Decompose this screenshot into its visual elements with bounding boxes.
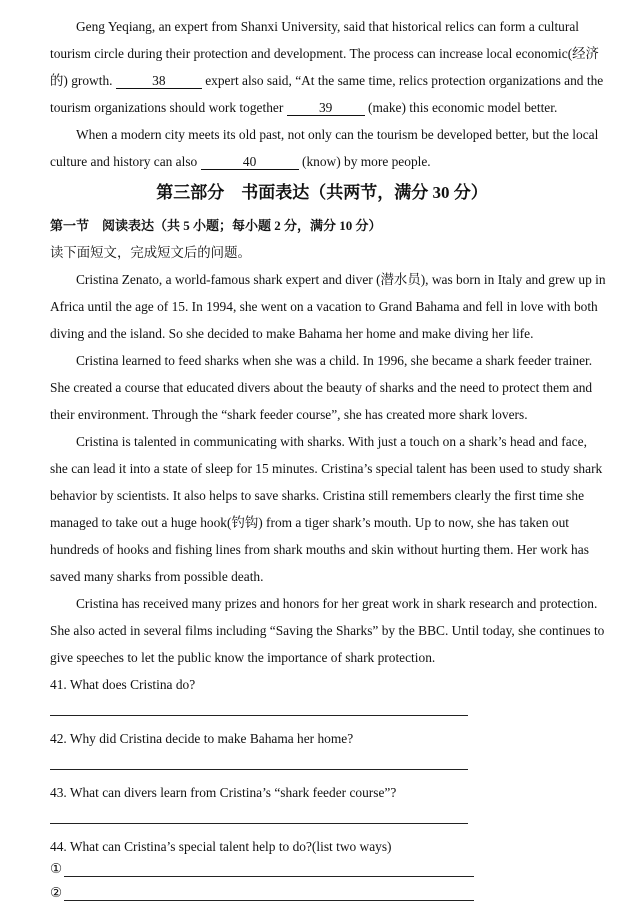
cloze-text: (know) by more people.: [301, 154, 431, 169]
part-title: 第三部分 书面表达（共两节，满分 30 分）: [156, 183, 488, 202]
passage-line: Africa until the age of 15. In 1994, she went on a vacation to Grand Bahama and fell in love with both: [50, 299, 598, 314]
section-title: 第一节 阅读表达（共 5 小题；每小题 2 分，满分 10 分）: [50, 218, 382, 233]
passage-line: Cristina is talented in communicating with sharks. With just a touch on a shark’s head and face,: [76, 434, 587, 449]
passage-line: their environment. Through the “shark feeder course”, she has created more shark lovers.: [50, 407, 528, 422]
cloze-line: [50, 100, 557, 116]
blank-38[interactable]: 38: [116, 74, 202, 89]
answer-line-43[interactable]: [50, 823, 468, 824]
blank-40[interactable]: 40: [201, 155, 299, 170]
passage-line: managed to take out a huge hook(钓钩) from a tiger shark’s mouth. Up to now, she has taken out: [50, 515, 570, 530]
cloze-text: tourism organizations should work together: [50, 100, 284, 115]
passage-line: diving and the island. So she decided to make Bahama her home and make diving her life.: [50, 326, 534, 341]
answer-line-44-1[interactable]: [64, 876, 474, 877]
passage-line: She also acted in several films including “Saving the Sharks” by the BBC. Until today, she continues to: [50, 623, 605, 638]
answer-line-42[interactable]: [50, 769, 468, 770]
passage-line: Cristina Zenato, a world-famous shark expert and diver (潜水员), was born in Italy and grew up in: [76, 272, 606, 287]
answer-marker-1: ①: [50, 861, 63, 876]
passage-line: Cristina learned to feed sharks when she was a child. In 1996, she became a shark feeder trainer.: [76, 353, 593, 368]
cloze-line: [50, 154, 431, 170]
question-43: 43. What can divers learn from Cristina’s “shark feeder course”?: [50, 785, 397, 800]
question-42: 42. Why did Cristina decide to make Bahama her home?: [50, 731, 354, 746]
blank-39[interactable]: 39: [287, 101, 365, 116]
answer-line-44-2[interactable]: [64, 900, 474, 901]
passage-line: She created a course that educated divers about the beauty of sharks and the need to protect them and: [50, 380, 593, 395]
question-44: 44. What can Cristina’s special talent help to do?(list two ways): [50, 839, 392, 854]
cloze-text: 的) growth.: [50, 73, 113, 88]
cloze-text: expert also said, “At the same time, relics protection organizations and the: [205, 73, 604, 88]
question-41: 41. What does Cristina do?: [50, 677, 196, 692]
cloze-line: [50, 73, 603, 89]
passage-line: Cristina has received many prizes and honors for her great work in shark research and protection.: [76, 596, 598, 611]
passage-line: hundreds of hooks and fishing lines from shark mouths and skin without hurting them. Her work has: [50, 542, 589, 557]
cloze-line: tourism circle during their protection and development. The process can increase local economic(经济: [50, 46, 599, 61]
passage-line: she can lead it into a state of sleep for 15 minutes. Cristina’s special talent has been used to study shark: [50, 461, 603, 476]
instruction: 读下面短文，完成短文后的问题。: [50, 245, 251, 260]
cloze-line: When a modern city meets its old past, not only can the tourism be developed better, but the local: [76, 127, 599, 142]
passage-line: saved many sharks from possible death.: [50, 569, 264, 584]
passage-line: give speeches to let the public know the importance of shark protection.: [50, 650, 436, 665]
passage-line: behavior by scientists. It also helps to save sharks. Cristina still remembers clearly the first time she: [50, 488, 585, 503]
answer-line-41[interactable]: [50, 715, 468, 716]
cloze-text: culture and history can also: [50, 154, 198, 169]
answer-marker-2: ②: [50, 885, 63, 900]
cloze-line: Geng Yeqiang, an expert from Shanxi University, said that historical relics can form a cultural: [76, 19, 580, 34]
cloze-text: (make) this economic model better.: [368, 100, 558, 115]
